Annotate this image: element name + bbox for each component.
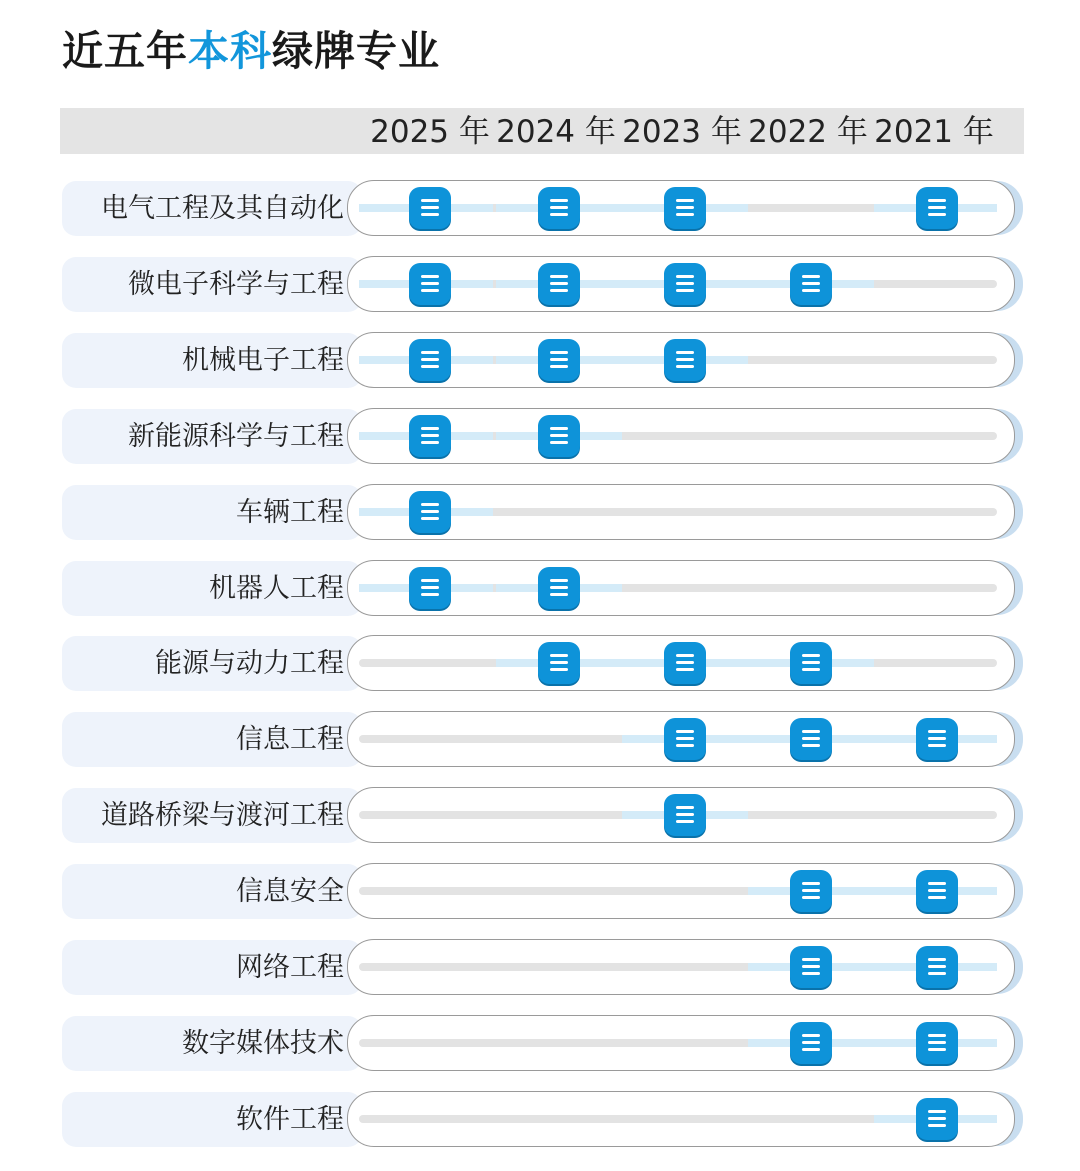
list-lines-icon [790,718,832,760]
major-label-box [62,333,362,388]
page-title [62,24,440,78]
major-label-box [62,636,362,691]
major-name: 信息工程 [236,724,344,755]
major-label-box [62,1016,362,1071]
major-row [0,332,1080,390]
major-label-box [62,561,362,616]
major-name: 能源与动力工程 [155,648,344,679]
list-lines-icon [664,339,706,381]
major-label-box [62,864,362,919]
major-row [0,256,1080,314]
major-name: 机器人工程 [209,573,344,604]
major-row [0,484,1080,542]
year-label-2022: 2022 年 [748,114,868,150]
year-label-2023: 2023 年 [622,114,742,150]
list-lines-icon [538,339,580,381]
year-label-2025: 2025 年 [370,114,490,150]
major-name: 数字媒体技术 [182,1028,344,1059]
major-name: 信息安全 [236,876,344,907]
list-lines-icon [538,415,580,457]
list-lines-icon [916,870,958,912]
major-label-box [62,257,362,312]
year-label-2024: 2024 年 [496,114,616,150]
list-lines-icon [664,187,706,229]
list-lines-icon [916,1098,958,1140]
list-lines-icon [916,187,958,229]
year-header [60,108,1024,154]
major-row [0,635,1080,693]
major-row [0,408,1080,466]
major-row [0,787,1080,845]
major-name: 电气工程及其自动化 [101,193,344,224]
list-lines-icon [790,870,832,912]
list-lines-icon [409,263,451,305]
list-lines-icon [664,642,706,684]
major-row [0,711,1080,769]
major-label-box [62,940,362,995]
major-label-box [62,1092,362,1147]
major-name: 网络工程 [236,952,344,983]
major-label-box [62,712,362,767]
major-row [0,180,1080,238]
major-name: 微电子科学与工程 [128,269,344,300]
list-lines-icon [790,946,832,988]
title-suffix: 绿牌专业 [272,27,440,75]
list-lines-icon [538,642,580,684]
major-name: 车辆工程 [236,497,344,528]
list-lines-icon [409,187,451,229]
major-name: 道路桥梁与渡河工程 [101,800,344,831]
title-highlight: 本科 [188,27,272,75]
major-name: 机械电子工程 [182,345,344,376]
title-prefix: 近五年 [62,27,188,75]
major-row [0,1015,1080,1073]
list-lines-icon [409,339,451,381]
year-label-2021: 2021 年 [874,114,994,150]
major-label-box [62,485,362,540]
list-lines-icon [664,794,706,836]
major-row [0,1091,1080,1149]
list-lines-icon [664,263,706,305]
list-lines-icon [538,187,580,229]
list-lines-icon [538,263,580,305]
list-lines-icon [538,567,580,609]
major-row [0,939,1080,997]
list-lines-icon [916,1022,958,1064]
major-row [0,560,1080,618]
major-label-box [62,181,362,236]
list-lines-icon [790,263,832,305]
list-lines-icon [409,415,451,457]
list-lines-icon [409,491,451,533]
list-lines-icon [409,567,451,609]
list-lines-icon [916,718,958,760]
list-lines-icon [790,642,832,684]
major-label-box [62,409,362,464]
list-lines-icon [916,946,958,988]
major-name: 软件工程 [236,1104,344,1135]
major-row [0,863,1080,921]
major-label-box [62,788,362,843]
major-name: 新能源科学与工程 [128,421,344,452]
list-lines-icon [790,1022,832,1064]
list-lines-icon [664,718,706,760]
